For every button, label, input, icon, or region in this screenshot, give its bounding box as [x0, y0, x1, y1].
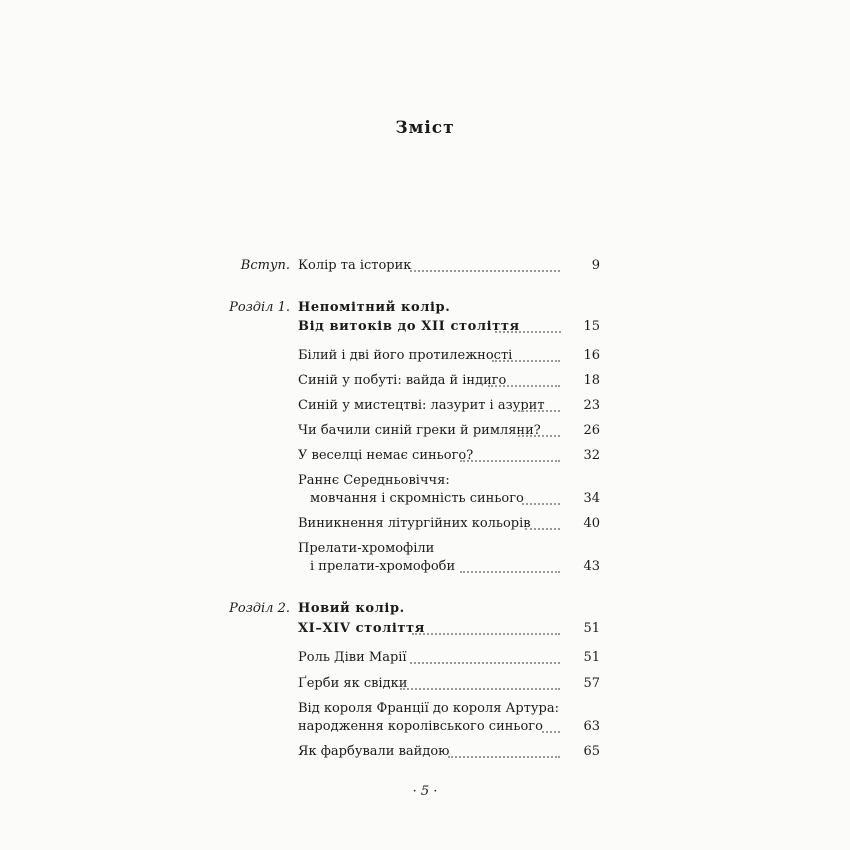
section-title: Як фарбували вайдою	[298, 744, 450, 759]
chapter-page: 51	[583, 621, 600, 636]
entry-page: 9	[591, 258, 600, 273]
leader-dots	[410, 660, 560, 664]
leader-dots	[460, 569, 560, 573]
section-page: 18	[583, 373, 600, 388]
toc-section-line2[interactable]	[0, 488, 850, 510]
toc-section[interactable]	[0, 513, 850, 535]
section-page: 57	[583, 676, 600, 691]
leader-dots	[412, 631, 560, 635]
toc-section-line2[interactable]	[0, 556, 850, 578]
section-title: Ґерби як свідки	[298, 676, 408, 691]
entry-label: Вступ.	[240, 258, 290, 273]
entry-title: Колір та історик	[298, 258, 412, 273]
chapter-label: Розділ 1.	[229, 300, 290, 315]
toc-section[interactable]	[0, 741, 850, 763]
section-title: Раннє Середньовіччя:	[298, 473, 450, 488]
toc-section[interactable]	[0, 345, 850, 367]
toc-section[interactable]	[0, 395, 850, 417]
toc-chapter-2-line2[interactable]	[0, 618, 850, 640]
toc-chapter-1-line2[interactable]	[0, 316, 850, 338]
leader-dots	[400, 686, 560, 690]
section-page: 51	[583, 650, 600, 665]
leader-dots	[525, 526, 560, 530]
toc-section[interactable]	[0, 673, 850, 695]
section-page: 16	[583, 348, 600, 363]
section-title: Прелати-хромофіли	[298, 541, 435, 556]
section-title: Від короля Франції до короля Артура:	[298, 701, 559, 716]
chapter-title-line2: Від витоків до XII століття	[298, 319, 520, 334]
leader-dots	[488, 383, 560, 387]
section-title-cont: і прелати-хромофоби	[310, 559, 456, 574]
leader-dots	[410, 268, 560, 272]
section-page: 43	[583, 559, 600, 574]
chapter-page: 15	[583, 319, 600, 334]
toc-chapter-2-line1[interactable]	[0, 598, 850, 620]
leader-dots	[495, 329, 561, 333]
leader-dots	[518, 433, 560, 437]
section-title: Виникнення літургійних кольорів	[298, 516, 531, 531]
section-title: Синій у мистецтві: лазурит і азурит	[298, 398, 545, 413]
section-page: 63	[583, 719, 600, 734]
section-title: Роль Діви Марії	[298, 650, 407, 665]
toc-section[interactable]	[0, 420, 850, 442]
chapter-label: Розділ 2.	[229, 601, 290, 616]
chapter-title-line1: Непомітний колір.	[298, 300, 451, 315]
leader-dots	[518, 408, 560, 412]
toc-section[interactable]	[0, 647, 850, 669]
section-title: Білий і дві його протилежності	[298, 348, 513, 363]
section-page: 26	[583, 423, 600, 438]
section-title: У веселці немає синього?	[298, 448, 474, 463]
section-title: Чи бачили синій греки й римляни?	[298, 423, 541, 438]
section-page: 40	[583, 516, 600, 531]
section-page: 65	[583, 744, 600, 759]
page-title: Зміст	[395, 118, 455, 138]
section-title-cont: народження королівського синього	[298, 719, 543, 734]
leader-dots	[460, 458, 560, 462]
section-page: 32	[583, 448, 600, 463]
section-title-cont: мовчання і скромність синього	[310, 491, 524, 506]
toc-section[interactable]	[0, 370, 850, 392]
leader-dots	[448, 754, 560, 758]
page-number: · 5 ·	[412, 784, 438, 799]
section-page: 34	[583, 491, 600, 506]
leader-dots	[542, 729, 560, 733]
toc-section[interactable]	[0, 445, 850, 467]
toc-entry-intro[interactable]	[0, 255, 850, 277]
chapter-title-line2: XI–XIV століття	[298, 621, 425, 636]
chapter-title-line1: Новий колір.	[298, 601, 405, 616]
section-page: 23	[583, 398, 600, 413]
leader-dots	[492, 358, 560, 362]
toc-section-line2[interactable]	[0, 716, 850, 738]
leader-dots	[522, 501, 560, 505]
section-title: Синій у побуті: вайда й індиго	[298, 373, 507, 388]
